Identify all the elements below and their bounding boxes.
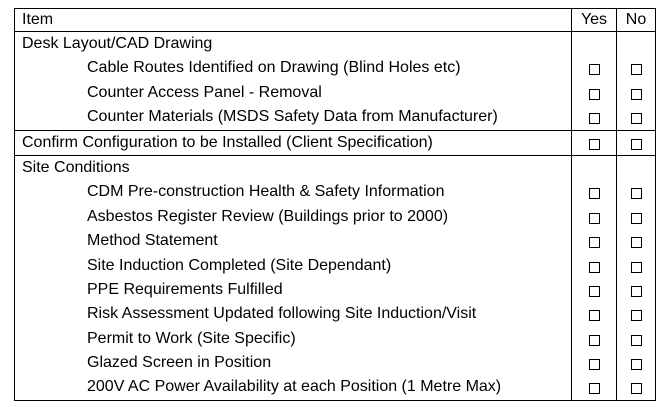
yes-column bbox=[572, 155, 617, 400]
checklist-item: Asbestos Register Review (Buildings prior to 2000) bbox=[87, 207, 449, 225]
group-site-conditions-items bbox=[15, 155, 572, 400]
no-checkbox[interactable] bbox=[631, 64, 642, 75]
yes-checkbox[interactable] bbox=[589, 139, 600, 150]
yes-checkbox[interactable] bbox=[589, 89, 600, 100]
no-column bbox=[617, 32, 656, 131]
checklist-item: Cable Routes Identified on Drawing (Blind Holes etc) bbox=[87, 59, 461, 77]
checklist-item: 200V AC Power Availability at each Position (1 Metre Max) bbox=[87, 378, 502, 396]
checklist-item: Method Statement bbox=[87, 232, 218, 250]
no-checkbox[interactable] bbox=[631, 213, 642, 224]
no-checkbox[interactable] bbox=[631, 89, 642, 100]
group-title: Desk Layout/CAD Drawing bbox=[22, 35, 213, 52]
checklist-item: Site Induction Completed (Site Dependant) bbox=[87, 256, 392, 274]
group-confirm-configuration-items bbox=[15, 130, 572, 155]
no-checkbox[interactable] bbox=[631, 139, 642, 150]
checklist-item: Counter Access Panel - Removal bbox=[87, 83, 322, 101]
yes-column bbox=[572, 130, 617, 155]
no-checkbox[interactable] bbox=[631, 113, 642, 124]
checklist-table bbox=[14, 8, 656, 401]
header-item: Item bbox=[15, 9, 572, 32]
checklist-item: Risk Assessment Updated following Site Induction/Visit bbox=[87, 305, 477, 323]
group-confirm-configuration bbox=[15, 130, 656, 155]
yes-checkbox[interactable] bbox=[589, 237, 600, 248]
group-title: Site Conditions bbox=[22, 158, 130, 176]
yes-column bbox=[572, 32, 617, 131]
no-column bbox=[617, 130, 656, 155]
no-checkbox[interactable] bbox=[631, 188, 642, 199]
checklist-item: Counter Materials (MSDS Safety Data from Manufacturer) bbox=[87, 108, 498, 126]
checklist-item: Glazed Screen in Position bbox=[87, 354, 272, 372]
yes-checkbox[interactable] bbox=[589, 262, 600, 273]
yes-checkbox[interactable] bbox=[589, 310, 600, 321]
no-checkbox[interactable] bbox=[631, 310, 642, 321]
no-checkbox[interactable] bbox=[631, 237, 642, 248]
yes-checkbox[interactable] bbox=[589, 383, 600, 394]
yes-checkbox[interactable] bbox=[589, 64, 600, 75]
header-no: No bbox=[617, 9, 656, 32]
yes-checkbox[interactable] bbox=[589, 286, 600, 297]
checklist-item: CDM Pre-construction Health & Safety Information bbox=[87, 183, 445, 201]
no-checkbox[interactable] bbox=[631, 262, 642, 273]
yes-checkbox[interactable] bbox=[589, 213, 600, 224]
yes-checkbox[interactable] bbox=[589, 335, 600, 346]
no-checkbox[interactable] bbox=[631, 286, 642, 297]
checklist-item: Permit to Work (Site Specific) bbox=[87, 329, 296, 347]
yes-checkbox[interactable] bbox=[589, 188, 600, 199]
yes-checkbox[interactable] bbox=[589, 359, 600, 370]
group-site-conditions bbox=[15, 155, 656, 400]
checklist-sheet bbox=[14, 8, 655, 401]
no-column bbox=[617, 155, 656, 400]
checklist-item: PPE Requirements Fulfilled bbox=[87, 280, 283, 298]
no-checkbox[interactable] bbox=[631, 359, 642, 370]
group-desk-layout bbox=[15, 32, 656, 131]
yes-checkbox[interactable] bbox=[589, 113, 600, 124]
group-title: Confirm Configuration to be Installed (Client Specification) bbox=[22, 133, 433, 151]
header-yes: Yes bbox=[572, 9, 617, 32]
header-row bbox=[15, 9, 656, 32]
no-checkbox[interactable] bbox=[631, 335, 642, 346]
no-checkbox[interactable] bbox=[631, 383, 642, 394]
group-desk-layout-items bbox=[15, 32, 572, 131]
